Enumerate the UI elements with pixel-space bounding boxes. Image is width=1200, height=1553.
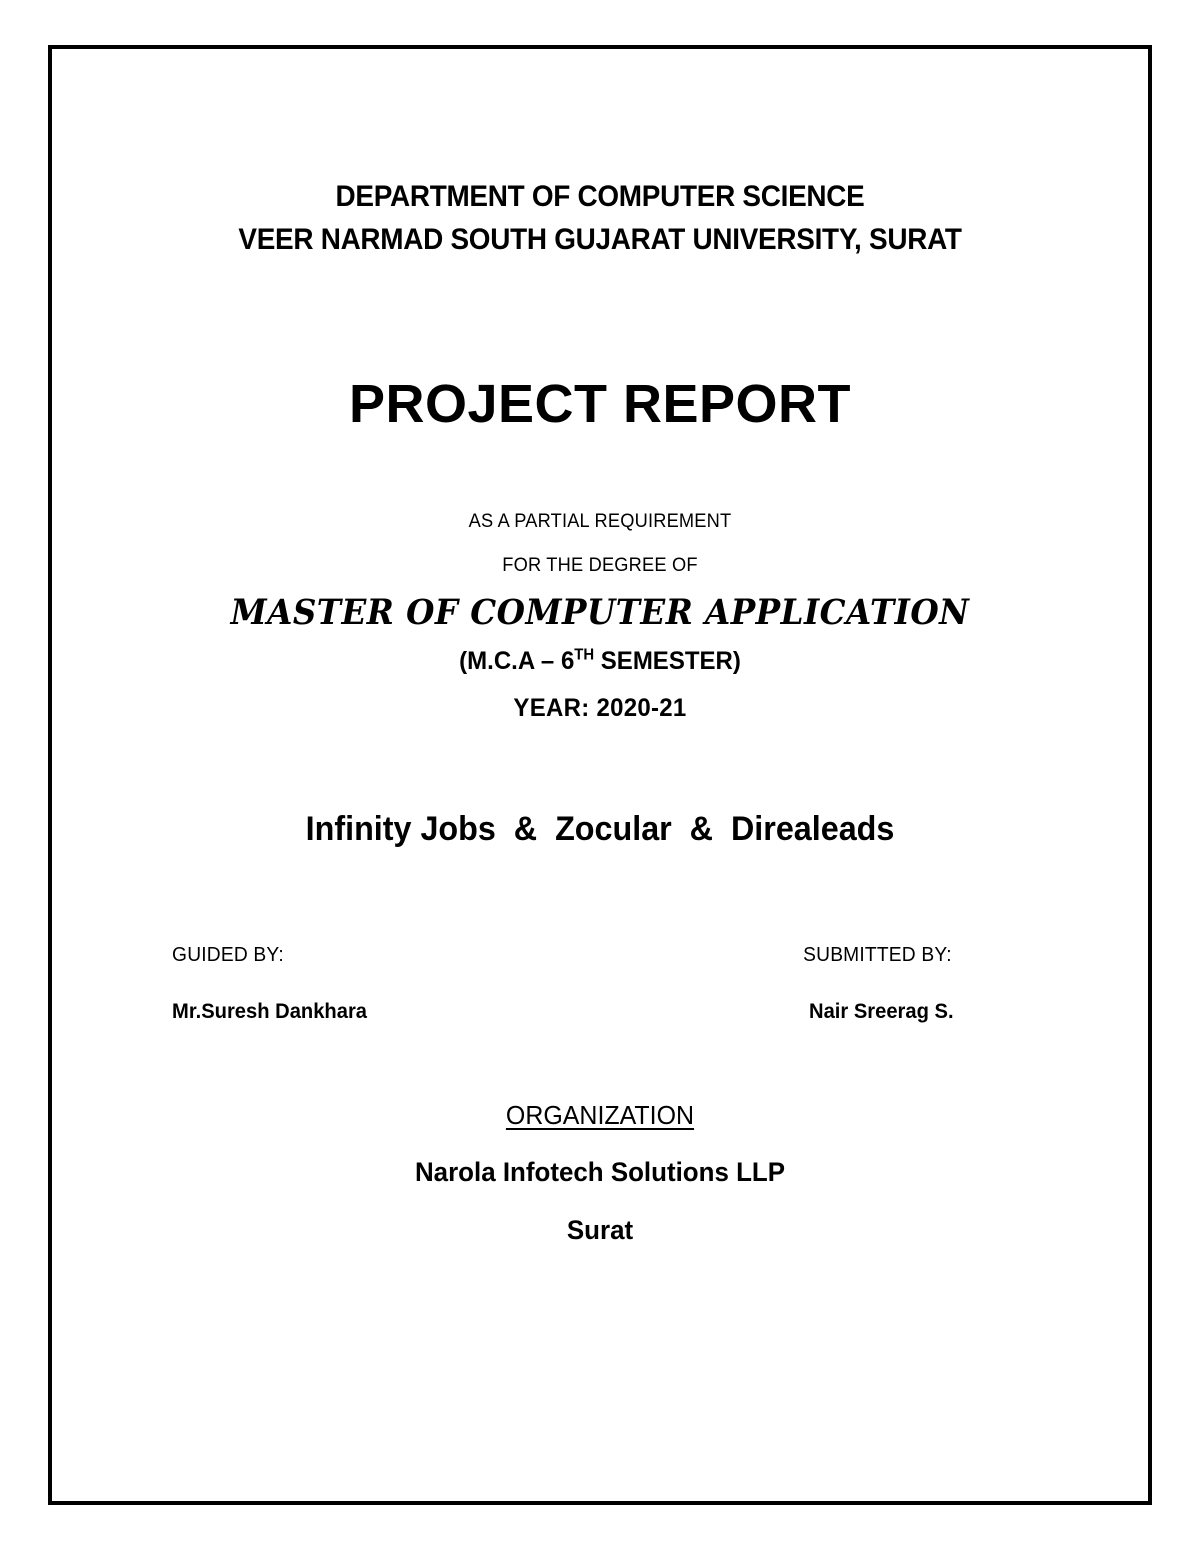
submitted-by-column (800, 942, 957, 1025)
organization-name: Narola Infotech Solutions LLP (414, 1157, 786, 1187)
organization-heading: ORGANIZATION (505, 1100, 695, 1130)
organization-city: Surat (566, 1215, 634, 1245)
guided-by-label: GUIDED BY: (172, 944, 284, 966)
academic-year: YEAR: 2020-21 (513, 694, 687, 722)
page-title: PROJECT REPORT (348, 374, 852, 434)
semester-prefix: (M.C.A – 6 (459, 647, 575, 675)
semester-line (185, 638, 1014, 685)
semester-ordinal-suffix: TH (574, 646, 595, 664)
student-name: Nair Sreerag S. (809, 1000, 954, 1023)
credits-block (168, 942, 1032, 1042)
guide-name: Mr.Suresh Dankhara (172, 1000, 368, 1023)
organization-block (168, 1096, 1032, 1250)
department-name: DEPARTMENT OF COMPUTER SCIENCE (335, 180, 865, 213)
for-the-degree-of-line: FOR THE DEGREE OF (502, 555, 698, 576)
project-names: Infinity Jobs & Zocular & Direaleads (305, 810, 895, 848)
degree-name: MASTER OF COMPUTER APPLICATION (230, 592, 970, 633)
guided-by-column (168, 942, 371, 1025)
degree-block (168, 500, 1032, 732)
organization-heading-row (168, 1096, 1032, 1135)
university-name: VEER NARMAD SOUTH GUJARAT UNIVERSITY, SURAT (238, 223, 962, 256)
semester-suffix: SEMESTER) (594, 647, 741, 675)
page-content (48, 45, 1152, 1505)
institution-header (168, 175, 1032, 261)
partial-requirement-line: AS A PARTIAL REQUIREMENT (468, 511, 732, 532)
submitted-by-label: SUBMITTED BY: (803, 944, 952, 966)
